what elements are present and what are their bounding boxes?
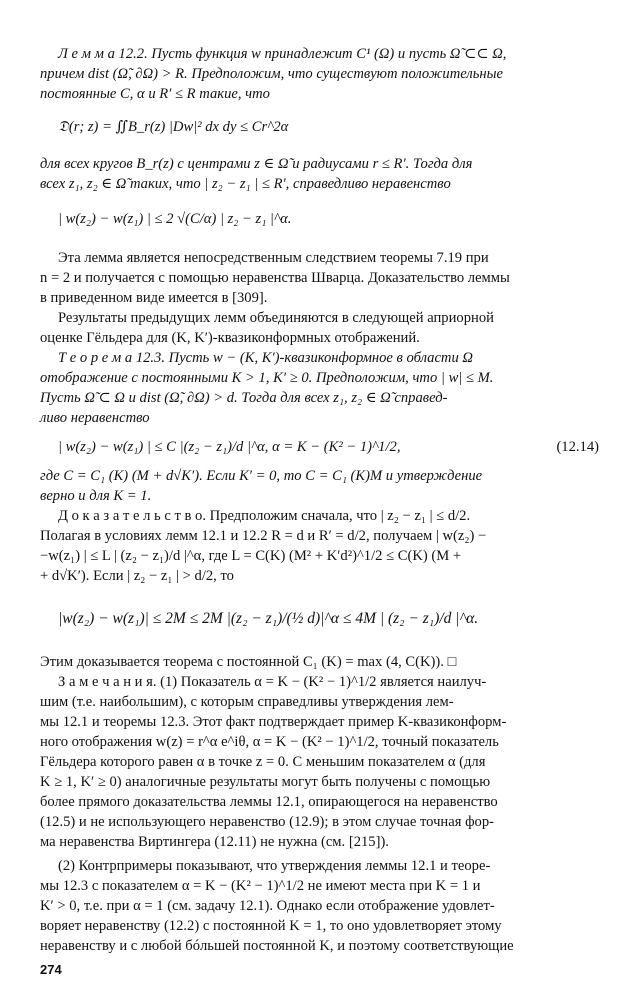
notes2-line-2: мы 12.3 с показателем α = K − (K² − 1)^1/2 не имеют места при K = 1 и [40,878,481,894]
equation-number: (12.14) [556,439,599,455]
proof-line-4: + d√K′). Если | z₂ − z₁ | > d/2, то [40,568,234,584]
theorem-line-6: верно и для K = 1. [40,488,152,504]
page-number: 274 [40,962,62,977]
theorem-formula [40,428,599,466]
theorem-line-3: Пусть Ω̃ ⊂ Ω и dist (Ω̃, ∂Ω) > d. Тогда для всех z₁, z₂ ∈ Ω̃ справед- [40,390,448,406]
notes-line-3: мы 12.1 и теоремы 12.3. Этот факт подтверждает пример K-квазиконформ- [40,714,507,730]
theorem-line-5: где C = C₁ (K) (M + d√K′). Если K′ = 0, то C = C₁ (K)M и утверждение [40,468,483,484]
lemma-line-1: Л е м м а 12.2. Пусть функция w принадлежит C¹ (Ω) и пусть Ω̃ ⊂⊂ Ω, [58,46,507,62]
lemma-remark-line-2: n = 2 и получается с помощью неравенства Шварца. Доказательство леммы [40,270,510,286]
notes-line-9: ма неравенства Виртингера (12.11) не нужна (см. [215]). [40,834,389,850]
notes-line-6: K ≥ 1, K′ ≥ 0) аналогичные результаты могут быть получены с помощью [40,774,491,790]
notes-line-5: Гёльдера которого равен α в точке z = 0. С меньшим показателем α (для [40,754,486,770]
notes-line-4: ного отображения w(z) = r^α e^iθ, α = K − (K² − 1)^1/2, точный показатель [40,734,499,750]
lemma-remark-line-3: в приведенном виде имеется в [309]. [40,290,268,306]
theorem-line-1: Т е о р е м а 12.3. Пусть w − (K, K′)-квазиконформное в области Ω [58,350,473,366]
notes2-line-1: (2) Контрпримеры показывают, что утверждения леммы 12.1 и теоре- [58,858,491,874]
results-line-1: Результаты предыдущих лемм объединяются в следующей априорной [58,310,494,326]
lemma-line-2: причем dist (Ω̃, ∂Ω) > R. Предположим, что существуют положительные [40,66,503,82]
theorem-line-4: ливо неравенство [40,410,150,426]
lemma-inequality: | w(z₂) − w(z₁) | ≤ 2 √(C/α) | z₂ − z₁ |^α. [58,211,292,227]
notes2-line-3: K′ > 0, т.е. при α = 1 (см. задачу 12.1). Однако если отображение удовлет- [40,898,495,914]
results-line-2: оценке Гёльдера для (K, K′)-квазиконформных отображений. [40,330,420,346]
notes2-line-5: неравенству и с любой бóльшей постоянной K, и поэтому соответствующие [40,938,514,954]
lemma-line-5: всех z₁, z₂ ∈ Ω̃ таких, что | z₂ − z₁ | ≤ R′, справедливо неравенство [40,176,451,192]
theorem-line-2: отображение с постоянными K > 1, K′ ≥ 0. Предположим, что | w| ≤ M. [40,370,494,386]
proof-line-1: Д о к а з а т е л ь с т в о. Предположим сначала, что | z₂ − z₁ | ≤ d/2. [58,508,471,524]
notes-line-1: З а м е ч а н и я. (1) Показатель α = K − (K² − 1)^1/2 является наилуч- [58,674,487,690]
notes-line-8: (12.5) и не использующего неравенство (12.9); в этом случае точная фор- [40,814,494,830]
notes2-line-4: воряет неравенству (12.2) с постоянной K = 1, то оно удовлетворяет этому [40,918,502,934]
notes-line-2: шим (т.е. наибольшим), с которым справедливы утверждения лем- [40,694,454,710]
lemma-line-4: для всех кругов B_r(z) с центрами z ∈ Ω̃ и радиусами r ≤ R′. Тогда для [40,156,473,172]
notes-line-7: более прямого доказательства леммы 12.1, опирающегося на неравенство [40,794,498,810]
proof-formula: |w(z₂) − w(z₁)| ≤ 2M ≤ 2M |(z₂ − z₁)/(½ d)|^α ≤ 4M | (z₂ − z₁)/d |^α. [58,610,479,627]
lemma-remark-line-1: Эта лемма является непосредственным следствием теоремы 7.19 при [58,250,489,266]
theorem-formula-body: | w(z₂) − w(z₁) | ≤ C |(z₂ − z₁)/d |^α, α = K − (K² − 1)^1/2, [58,439,401,455]
proof-line-5: Этим доказывается теорема с постоянной C₁ (K) = max (4, C(K)). □ [40,654,457,670]
lemma-formula: 𝔇(r; z) = ∬B_r(z) |Dw|² dx dy ≤ Cr^2α [58,119,289,135]
lemma-line-3: постоянные C, α и R′ ≤ R такие, что [40,86,270,102]
proof-line-3: −w(z₁) | ≤ L | (z₂ − z₁)/d |^α, где L = C(K) (M² + K′d²)^1/2 ≤ C(K) (M + [40,548,462,564]
proof-line-2: Полагая в условиях лемм 12.1 и 12.2 R = d и R′ = d/2, получаем | w(z₂) − [40,528,487,544]
